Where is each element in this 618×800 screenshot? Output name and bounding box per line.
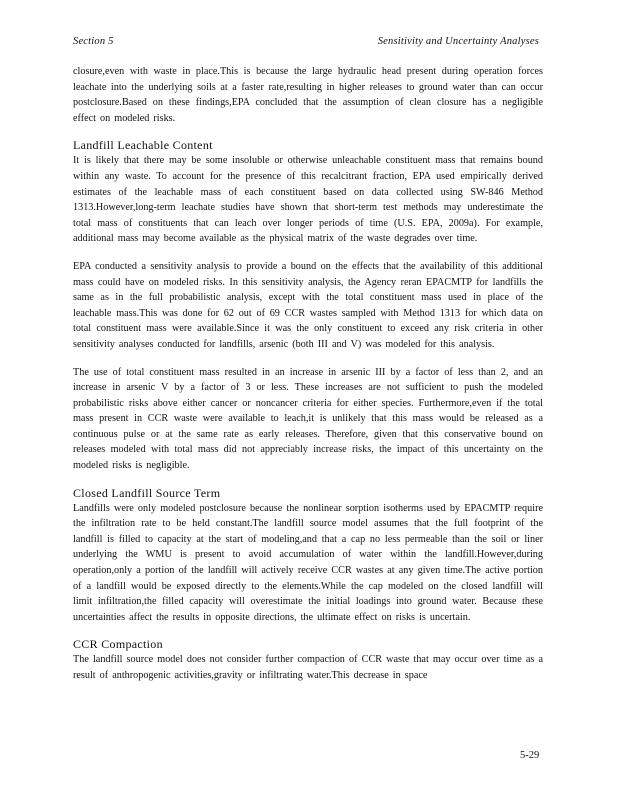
- heading-landfill-leachable-content: Landfill Leachable Content: [73, 138, 213, 153]
- paragraph-ccr-compaction: The landfill source model does not consider further compaction of CCR waste that may occur over time as a result of anthropogenic activities,gravity or infiltrating water.This decrease in space: [73, 654, 543, 681]
- running-header: [73, 36, 539, 47]
- page-body: [73, 64, 543, 696]
- paragraph-clean-closure: closure,even with waste in place.This is because the large hydraulic head present during operation forces leachate into the underlying soils at a faster rate,resulting in higher releases to ground water than can occur postclosure.Based on these findings,EPA concluded that the assumption of clean closure has a negligible effect on modeled risks.: [73, 66, 543, 124]
- paragraph-closed-landfill: Landfills were only modeled postclosure because the nonlinear sorption isotherms used by EPACMTP require the infiltration rate to be held constant.The landfill source model assumes that the full footprint of the landfill is filled to capacity at the start of modeling,and that a cap no less permeable than the soil or liner underlying the WMU is present to avoid accumulation of water within the landfill.However,during operation,only a portion of the landfill will actively receive CCR wastes at any given time.The active portion of a landfill would be exposed directly to the elements.While the cap modeled on the closed landfill will limit infiltration,the filled capacity will overestimate the initial loadings into ground water. Because these uncertainties affect the results in opposite directions, the ultimate effect on risks is uncertain.: [73, 502, 543, 623]
- paragraph-leachable-intro: It is likely that there may be some insoluble or otherwise unleachable constituent mass that remains bound within any waste. To account for the presence of this recalcitrant fraction, EPA used empirically derived estimates of the leachable mass of each constituent based on data collected using SW-846 Method 1313.However,long-term leachate studies have shown that short-term test methods may underestimate the total mass of constituents that can leach over longer periods of time (U.S. EPA, 2009a). For example, additional mass may become available as the physical matrix of the waste degrades over time.: [73, 155, 543, 245]
- heading-closed-landfill-source-term: Closed Landfill Source Term: [73, 485, 221, 500]
- chapter-title: Sensitivity and Uncertainty Analyses: [377, 36, 539, 47]
- section-label: Section 5: [73, 36, 114, 47]
- page-number: 5-29: [520, 750, 540, 761]
- heading-ccr-compaction: CCR Compaction: [73, 637, 163, 652]
- paragraph-sensitivity-analysis: EPA conducted a sensitivity analysis to provide a bound on the effects that the availability of this additional mass could have on modeled risks. In this sensitivity analysis, the Agency reran EPACMTP for landfills the same as in the full probabilistic analysis, except with the total constituent mass used in place of the leachable mass.This was done for 62 out of 69 CCR wastes sampled with Method 1313 for which data on total constituent mass were available.Since it was the only constituent to exceed any risk criteria in other sensitivity analyses conducted for landfills, arsenic (both III and V) was modeled for this analysis.: [73, 260, 543, 350]
- paragraph-total-mass-results: The use of total constituent mass resulted in an increase in arsenic III by a factor of less than 2, and an increase in arsenic V by a factor of 3 or less. These increases are not sufficient to push the modeled probabilistic risks above either cancer or noncancer criteria for either species. Furthermore,even if the total mass present in CCR waste were available to leach,it is unlikely that this mass would be released as a continuous pulse or at the same rate as early releases. Therefore, given that this conservative bound on releases modeled with total mass did not appreciably increase risks, the impact of this uncertainty on the modeled risks is negligible.: [73, 366, 543, 472]
